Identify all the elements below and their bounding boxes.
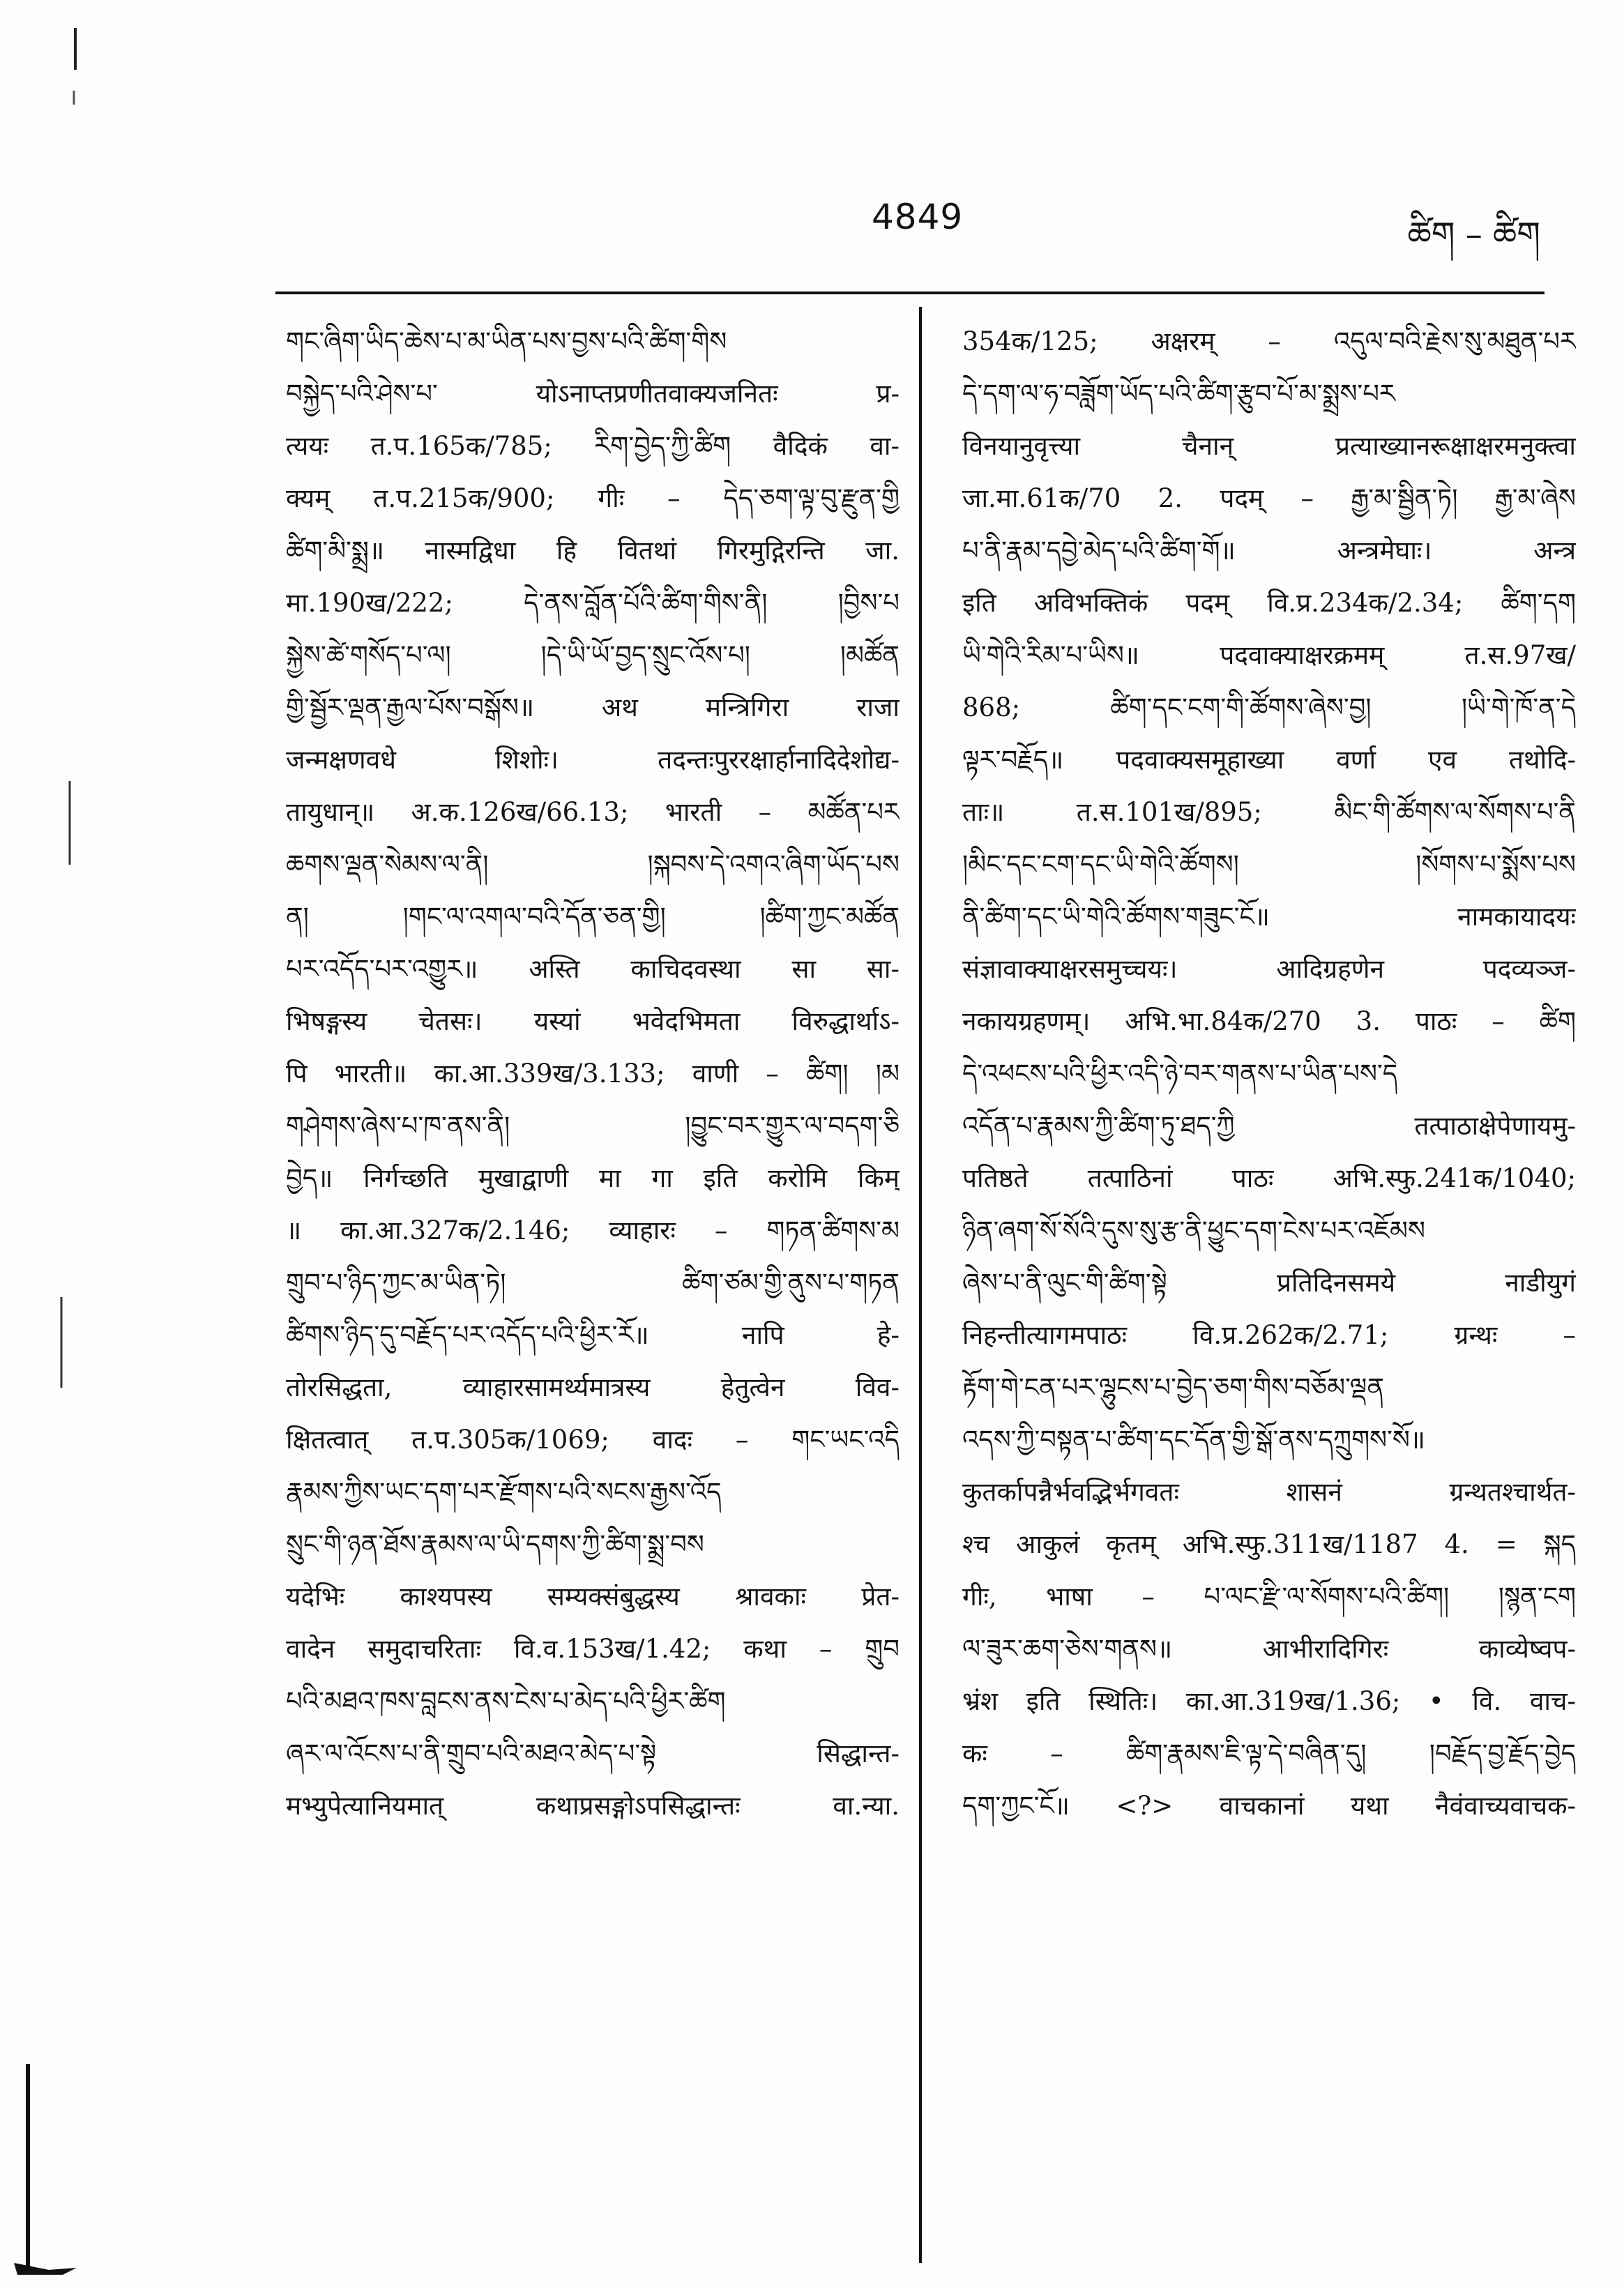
text-line: ཆགས་ལྡན་སེམས་ལ་ནི། །སྐབས་དེ་འགའ་ཞིག་ཡོད་པས xyxy=(286,849,900,879)
text-line: བསྐྱེད་པའི་ཤེས་པ་ योऽनाप्तप्रणीतवाक्यजनितः प्र- xyxy=(286,379,900,409)
text-line: གྱི་སྦྱོར་ལྡན་རྒྱལ་པོས་བསྒོས॥ अथ मन्त्रिगिरा राजा xyxy=(286,692,900,722)
text-line: कः – ཚིག་རྣམས་ཇི་ལྟ་དེ་བཞིན་དུ། །བརྗོད་བྱ་རྗོད་བྱེད xyxy=(962,1738,1576,1768)
text-line: དེ་དག་ལ་ཧ་བཟློག་ཡོད་པའི་ཚིག་རྩུབ་པོ་མ་སྨྲས་པར xyxy=(962,379,1395,409)
text-line: क्यम् त.प.215क/900; गीः – དེད་ཅག་ལྟ་བུ་རྫུན་གྱི xyxy=(286,483,900,513)
text-line: जा.मा.61क/70 2. पदम् – རྒྱ་མ་སྦྱིན་ཏེ། རྒྱ་མ་ཞེས xyxy=(962,483,1576,513)
text-line: ཚིགས་ཉིད་དུ་བརྗོད་པར་འདོད་པའི་ཕྱིར་རོ॥ नापि हे- xyxy=(286,1320,900,1350)
text-line: དག་ཀྱང་ངོ॥ <?> वाचकानां यथा नैवंवाच्यवाचक- xyxy=(962,1791,1576,1821)
text-line: ཞེས་པ་ནི་ལུང་གི་ཚིག་སྟེ प्रतिदिनसमये नाडीयुगं xyxy=(962,1268,1576,1298)
text-line: གཤེགས་ཞེས་པ་ཁ་ནས་ནི། །བྱུང་བར་གྱུར་ལ་བདག་ཅི xyxy=(286,1111,900,1141)
text-line: ཞར་ལ་འོངས་པ་ནི་གྲུབ་པའི་མཐའ་མེད་པ་སྟེ सिद्धान्त- xyxy=(286,1738,900,1768)
text-line: पतिष्ठते तत्पाठिनां पाठः अभि.स्फु.241क/1040; xyxy=(962,1163,1576,1193)
text-line: मभ्युपेत्यानियमात् कथाप्रसङ्गोऽपसिद्धान्तः वा.न्या. xyxy=(286,1791,900,1821)
column-divider xyxy=(919,307,922,2263)
text-line: पि भारती॥ का.आ.339ख/3.133; वाणी – ཚིག། །མ xyxy=(286,1059,900,1089)
text-line: संज्ञावाक्याक्षरसमुच्चयः। आदिग्रहणेन पदव्यञ्ज- xyxy=(962,954,1576,984)
text-line: འདས་ཀྱི་བསྟན་པ་ཚིག་དང་དོན་གྱི་སྒོ་ནས་དཀྲུགས་སོ॥ xyxy=(962,1425,1426,1455)
text-line: यदेभिः काश्यपस्य सम्यक्संबुद्धस्य श्रावकाः प्रेत- xyxy=(286,1582,900,1612)
text-line: སྲུང་གི་ཉན་ཐོས་རྣམས་ལ་ཡི་དགས་ཀྱི་ཚིག་སྨྲ་བས xyxy=(286,1529,704,1559)
text-line: निहन्तीत्यागमपाठः वि.प्र.262क/2.71; ग्रन्थः – xyxy=(962,1320,1576,1350)
text-line: 868; ཚིག་དང་ངག་གི་ཚོགས་ཞེས་བྱ། །ཡི་གེ་ཁོ་ན་དེ xyxy=(962,692,1576,722)
text-line: ཚིག་མི་སྨྲ॥ नास्मद्विधा हि वितथां गिरमुद्गिरन्ति जा. xyxy=(286,536,900,566)
text-line: པའི་མཐའ་ཁས་བླངས་ནས་ངེས་པ་མེད་པའི་ཕྱིར་ཚིག xyxy=(286,1686,726,1716)
text-line: སྐྱེས་ཚེ་གསོད་པ་ལ། །དེ་ཡི་ཡོ་བྱད་སྲུང་འོས་པ། །མཚོན xyxy=(286,640,900,670)
text-line: ॥ का.आ.327क/2.146; व्याहारः – གཏན་ཚིགས་མ xyxy=(286,1215,900,1245)
running-head: ཚིག – ཚིག xyxy=(1407,215,1540,254)
right-column xyxy=(962,315,1576,2261)
left-column xyxy=(286,315,900,2261)
text-line: ཡི་གེའི་རིམ་པ་ཡིས॥ पदवाक्याक्षरक्रमम् त.स.97ख/ xyxy=(962,640,1576,670)
text-line: ཉིན་ཞག་སོ་སོའི་དུས་སུ་རྩ་ནི་ཕྱུང་དག་ངེས་པར་འཇོམས xyxy=(962,1215,1426,1245)
text-line: ན། །གང་ལ་འགལ་བའི་དོན་ཅན་གྱི། །ཚིག་ཀྱང་མཚོན xyxy=(286,902,900,932)
text-line: །མིང་དང་ངག་དང་ཡི་གེའི་ཚོགས། །སོགས་པ་སྨོས་པས xyxy=(962,849,1576,879)
text-line: मा.190ख/222; དེ་ནས་བློན་པོའི་ཚིག་གིས་ནི། །བྱིས་པ xyxy=(286,588,900,618)
text-line: त्ययः त.प.165क/785; རིག་བྱེད་ཀྱི་ཚིག वैदिकं वा- xyxy=(286,431,900,461)
text-line: པར་འདོད་པར་འགྱུར॥ अस्ति काचिदवस्था सा सा- xyxy=(286,954,900,984)
text-line: तायुधान्॥ अ.क.126ख/66.13; भारती – མཚོན་པར xyxy=(286,797,900,827)
text-line: གྲུབ་པ་ཉིད་ཀྱང་མ་ཡིན་ཏེ། ཚིག་ཙམ་གྱི་ནུས་པ་གཏན xyxy=(286,1268,900,1298)
text-line: भिषङ्गस्य चेतसः। यस्यां भवेदभिमता विरुद्धार्थाऽ- xyxy=(286,1006,900,1036)
text-line: भ्रंश इति स्थितिः। का.आ.319ख/1.36; • वि. वाच- xyxy=(962,1686,1576,1716)
text-line: 354क/125; अक्षरम् – འདུལ་བའི་རྗེས་སུ་མཐུན་པར xyxy=(962,326,1576,356)
text-line: ལྟར་བརྗོད॥ पदवाक्यसमूहाख्या वर्णा एव तथोदि- xyxy=(962,745,1576,775)
text-line: རྣམས་ཀྱིས་ཡང་དག་པར་རྫོགས་པའི་སངས་རྒྱས་འོད xyxy=(286,1477,722,1507)
text-line: वादेन समुदाचरिताः वि.व.153ख/1.42; कथा – གྲུབ xyxy=(286,1634,900,1664)
text-line: པ་ནི་རྣམ་དབྱེ་མེད་པའི་ཚིག་གོ॥ अन्त्रमेघाः। अन्त्र xyxy=(962,536,1576,566)
text-line: བྱེད॥ निर्गच्छति मुखाद्वाणी मा गा इति करोमि किम् xyxy=(286,1163,900,1193)
text-line: འདོན་པ་རྣམས་ཀྱི་ཚིག་ཏུ་ཐད་ཀྱི तत्पाठाक्षेपेणायमु- xyxy=(962,1111,1576,1141)
text-line: इति अविभक्तिकं पदम् वि.प्र.234क/2.34; ཚིག་དག xyxy=(962,588,1576,618)
text-line: ནི་ཚིག་དང་ཡི་གེའི་ཚོགས་གཟུང་ངོ॥ नामकायादयः xyxy=(962,902,1576,932)
header-rule xyxy=(275,291,1545,294)
text-line: तोरसिद्धता, व्याहारसामर्थ्यमात्रस्य हेतुत्वेन विव- xyxy=(286,1372,900,1402)
text-line: གང་ཞིག་ཡིད་ཆེས་པ་མ་ཡིན་པས་བྱས་པའི་ཚིག་གིས xyxy=(286,326,727,356)
text-line: कुतर्कापन्नैर्भवद्भिर्भगवतः शासनं ग्रन्थतश्चार्थत- xyxy=(962,1477,1576,1507)
text-line: ལ་ཟུར་ཆག་ཅེས་གནས॥ आभीरादिगिरः काव्येष्वप- xyxy=(962,1634,1576,1664)
page-number: 4849 xyxy=(872,197,964,237)
text-line: जन्मक्षणवधे शिशोः। तदन्तःपुररक्षार्हानादिदेशोद्य- xyxy=(286,745,900,775)
text-line: नकायग्रहणम्। अभि.भा.84क/270 3. पाठः – ཚིག xyxy=(962,1006,1576,1036)
text-line: क्षितत्वात् त.प.305क/1069; वादः – གང་ཡང་འདི xyxy=(286,1425,900,1455)
text-line: དེ་འཕངས་པའི་ཕྱིར་འདི་ཉེ་བར་གནས་པ་ཡིན་པས་དེ xyxy=(962,1059,1398,1089)
text-line: ताः॥ त.स.101ख/895; མིང་གི་ཚོགས་ལ་སོགས་པ་ནི xyxy=(962,797,1576,827)
text-line: རྟོག་གེ་ངན་པར་ལྷུངས་པ་བྱེད་ཅག་གིས་བཅོམ་ལྡན xyxy=(962,1372,1385,1402)
text-line: विनयानुवृत्त्या चैनान् प्रत्याख्यानरूक्षाक्षरमनुक्त्वा xyxy=(962,431,1576,461)
text-line: गीः, भाषा – པ་ལང་རྫི་ལ་སོགས་པའི་ཚིག། །སྙན་ངག xyxy=(962,1582,1576,1612)
text-line: श्च आकुलं कृतम् अभि.स्फु.311ख/1187 4. = སྐད xyxy=(962,1529,1576,1559)
